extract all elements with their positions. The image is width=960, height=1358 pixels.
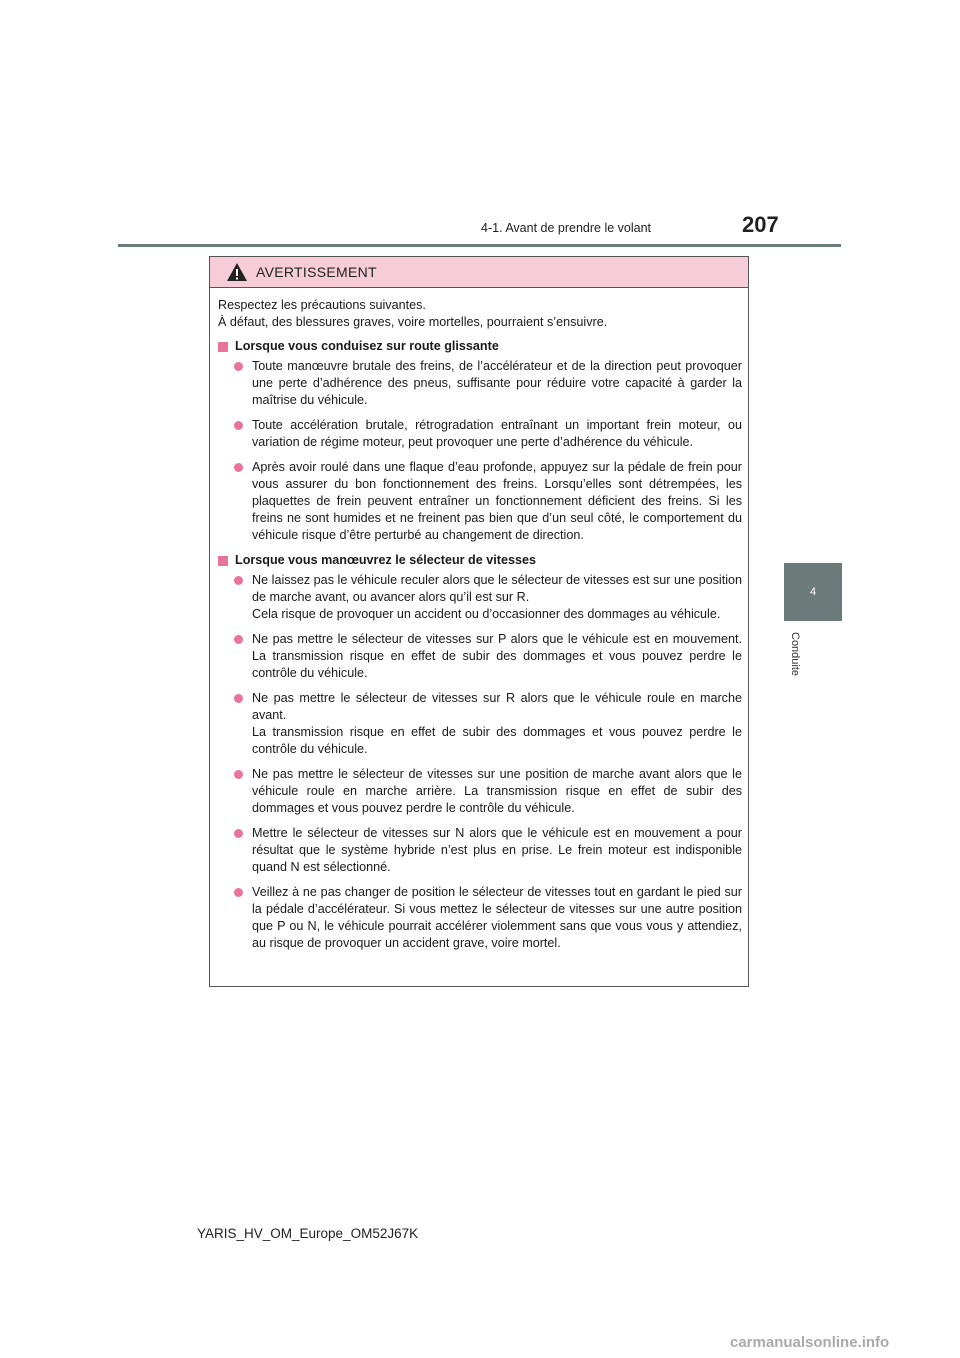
list-item — [218, 572, 742, 623]
list-item-text: Cela risque de provoquer un accident ou d’occasionner des dommages au véhicule. — [252, 607, 721, 621]
section-slippery-road — [218, 338, 742, 544]
list-item — [218, 358, 742, 409]
list-item-text: Ne pas mettre le sélecteur de vitesses sur R alors que le véhicule roule en marche avant. — [252, 691, 742, 722]
intro-line: À défaut, des blessures graves, voire mortelles, pourraient s’ensuivre. — [218, 315, 608, 329]
chapter-tab: 4 — [784, 563, 842, 621]
list-item — [218, 459, 742, 544]
footer-doc-id: YARIS_HV_OM_Europe_OM52J67K — [197, 1226, 419, 1241]
header-section-title: 4-1. Avant de prendre le volant — [481, 221, 652, 235]
bullet-dot-icon — [234, 635, 243, 644]
section-heading — [218, 552, 742, 569]
warning-body — [210, 288, 748, 952]
list-item — [218, 884, 742, 952]
warning-header — [210, 257, 748, 288]
list-item — [218, 631, 742, 682]
warning-intro — [218, 297, 742, 331]
bullet-dot-icon — [234, 362, 243, 371]
list-item-text: Toute manœuvre brutale des freins, de l’accélérateur et de la direction peut provoquer une perte d’adhérence des pneus, suffisante pour réduire votre capacité à garder la maîtrise du véhicule. — [252, 359, 742, 407]
square-bullet-icon — [218, 556, 228, 566]
section-heading-text: Lorsque vous manœuvrez le sélecteur de vitesses — [235, 553, 536, 567]
list-item — [218, 766, 742, 817]
list-item-text: Après avoir roulé dans une flaque d’eau profonde, appuyez sur la pédale de frein pour vous assurer du bon fonctionnement des freins. Lorsqu’elles sont détrempées, les plaquettes de frein peuvent entraîner un fonctionnement déficient des freins. Si les freins ne sont humides et ne freinent pas bien que d’un seul côté, le comportement du véhicule risque d’être perturbé au changement de direction. — [252, 460, 742, 542]
square-bullet-icon — [218, 342, 228, 352]
list-item-text: Ne laissez pas le véhicule reculer alors que le sélecteur de vitesses est sur une position de marche avant, ou avancer alors qu’il est sur R. — [252, 573, 742, 604]
bullet-dot-icon — [234, 770, 243, 779]
list-item-text: Toute accélération brutale, rétrogradation entraînant un important frein moteur, ou variation de régime moteur, peut provoquer une perte d’adhérence du véhicule. — [252, 418, 742, 449]
header-rule — [118, 244, 841, 247]
warning-box — [209, 256, 749, 987]
list-item-text: Mettre le sélecteur de vitesses sur N alors que le véhicule est en mouvement a pour résultat que le système hybride n’est plus en prise. Le frein moteur est indisponible quand N est sélectionné. — [252, 826, 742, 874]
bullet-dot-icon — [234, 694, 243, 703]
list-item — [218, 690, 742, 758]
intro-line: Respectez les précautions suivantes. — [218, 298, 426, 312]
bullet-dot-icon — [234, 463, 243, 472]
warning-title: AVERTISSEMENT — [256, 264, 377, 280]
list-item-text: La transmission risque en effet de subir des dommages et vous pouvez perdre le contrôle du véhicule. — [252, 725, 742, 756]
page-number: 207 — [742, 212, 779, 237]
bullet-dot-icon — [234, 888, 243, 897]
section-heading — [218, 338, 742, 355]
list-item — [218, 417, 742, 451]
bullet-dot-icon — [234, 829, 243, 838]
chapter-label: Conduite — [789, 632, 801, 677]
list-item-text: Veillez à ne pas changer de position le sélecteur de vitesses tout en gardant le pied sur la pédale d’accélérateur. Si vous mettez le sélecteur de vitesses sur une autre position que P ou N, le véhicule pourrait accélérer violemment sans que vous vous y attendiez, au risque de provoquer un accident grave, voire mortel. — [252, 885, 742, 950]
warning-triangle-icon — [226, 262, 248, 282]
list-item — [218, 825, 742, 876]
list-item-text: Ne pas mettre le sélecteur de vitesses sur P alors que le véhicule est en mouvement. La transmission risque en effet de subir des dommages et vous pouvez perdre le contrôle du véhicule. — [252, 632, 742, 680]
list-item-text: Ne pas mettre le sélecteur de vitesses sur une position de marche avant alors que le véhicule roule en marche arrière. La transmission risque en effet de subir des dommages et vous pouvez perdre le contrôle du véhicule. — [252, 767, 742, 815]
watermark: carmanualsonline.info — [730, 1334, 890, 1351]
section-heading-text: Lorsque vous conduisez sur route glissante — [235, 339, 499, 353]
bullet-dot-icon — [234, 421, 243, 430]
section-gear-selector — [218, 552, 742, 952]
bullet-dot-icon — [234, 576, 243, 585]
